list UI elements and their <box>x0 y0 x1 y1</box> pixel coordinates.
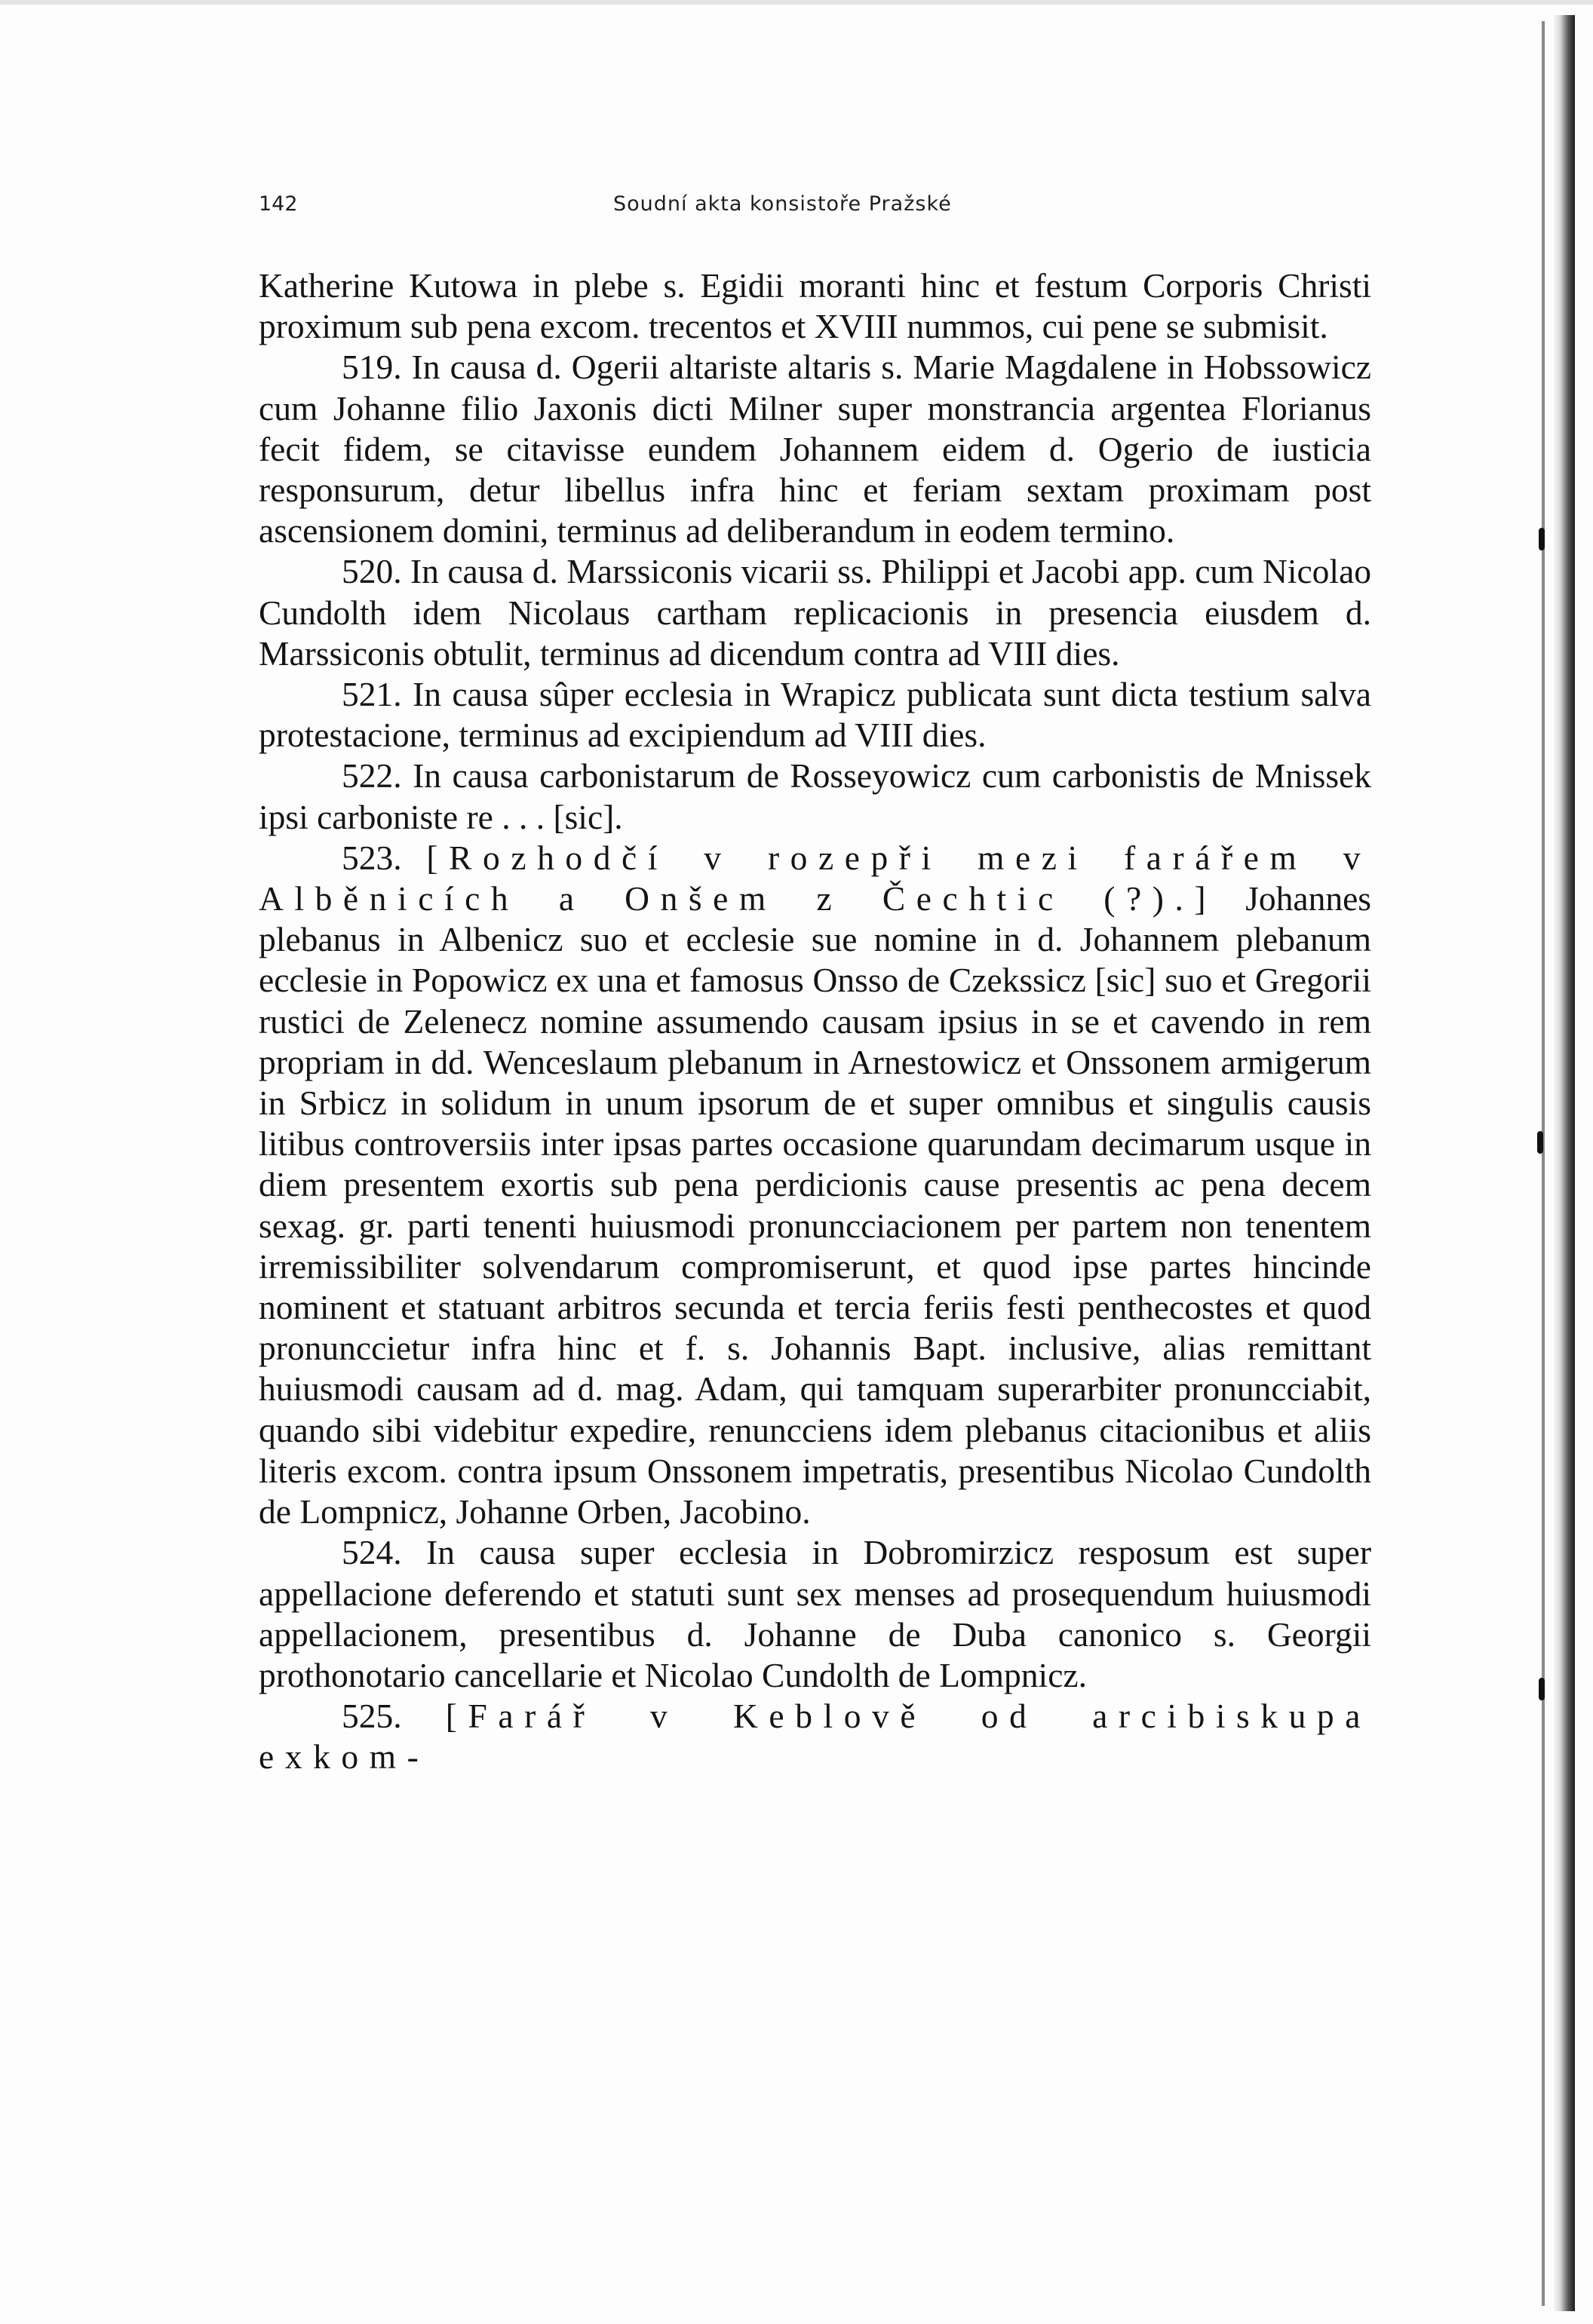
scan-artifact-mark <box>1539 528 1545 550</box>
entry-520 <box>259 551 1371 674</box>
entry-524 <box>259 1532 1371 1696</box>
running-head <box>259 192 1386 222</box>
entry-text: In causa carbonistarum de Rosseyowicz cum carbonistis de Mnissek ipsi carboniste re . . . [sic]. <box>259 756 1371 836</box>
entry-text: In causa d. Marssiconis vicarii ss. Philippi et Jacobi app. cum Nicolao Cundolth idem Nicolaus cartham replicacionis in presencia eiusdem d. Marssiconis obtulit, terminus ad dicendum contra ad VIII dies. <box>259 552 1372 673</box>
entry-text: In causa d. Ogerii altariste altaris s. Marie Magdalene in Hobssowicz cum Johanne filio Jaxonis dicti Milner super monstrancia argentea Florianus fecit fidem, se citavisse eundem Johannem eidem d. Ogerio de iusticia responsurum, detur libellus infra hinc et feriam sextam proximam post ascensionem domini, terminus ad deliberandum in eodem termino. <box>259 348 1371 550</box>
scan-artifact-mark <box>1539 1678 1545 1700</box>
entry-text: In causa super ecclesia in Dobromirzicz resposum est super appellacione deferendo et statuti sunt sex menses ad prosequendum huiusmodi appellacionem, presentibus d. Johanne de Duba canonico s. Georgii prothonotario cancellarie et Nicolao Cundolth de Lompnicz. <box>259 1533 1371 1694</box>
entry-text: Johannes plebanus in Albenicz suo et ecclesie sue nomine in d. Johannem plebanum ecclesie in Popowicz ex una et famosus Onsso de Czekssicz [sic] suo et Gregorii rustici de Zelenecz nomine assumendo causam ipsius in se et cavendo in rem propriam in dd. Wenceslaum plebanum in Arnestowicz et Onssonem armigerum in Srbicz in solidum in unum ipsorum de et super omnibus et singulis causis litibus controversiis inter ipsas partes occasione quarundam decimarum usque in diem presentem exortis sub pena perdicionis cause presentis ac pena decem sexag. gr. parti tenenti huiusmodi pronuncciacionem per partem non tenentem irremissibiliter solvendarum compromiserunt, et quod ipse partes hincinde nominent et statuant arbitros secunda et tercia feriis festi penthecostes et quod pronunccietur infra hinc et f. s. Johannis Bapt. inclusive, alias remittant huiusmodi causam ad d. mag. Adam, qui tamquam superarbiter pronuncciabit, quando sibi videbitur expedire, renuncciens idem plebanus citacionibus et aliis literis excom. contra ipsum Onssonem impetratis, presentibus Nicolao Cundolth de Lompnicz, Johanne Orben, Jacobino. <box>259 879 1371 1531</box>
binding-edge <box>1552 15 1575 2311</box>
entry-text: In causa sûper ecclesia in Wrapicz publicata sunt dicta testium salva protestacione, terminus ad excipiendum ad VIII dies. <box>259 675 1371 755</box>
scan-top-edge <box>0 0 1593 5</box>
entry-number: 524. <box>342 1533 402 1572</box>
entry-523 <box>259 838 1371 1532</box>
entry-522 <box>259 756 1371 837</box>
entry-525 <box>259 1696 1371 1777</box>
binding-shadow-line <box>1542 21 1545 2306</box>
page-number: 142 <box>259 192 298 216</box>
entry-heading: [Farář v Keblově od arcibiskupa exkom- <box>259 1697 1371 1777</box>
entry-number: 521. <box>342 675 402 714</box>
entry-heading: [Rozhodčí v rozepři mezi farářem v Alběnicích a Onšem z Čechtic (?).] <box>259 838 1372 918</box>
entry-number: 519. <box>342 348 402 387</box>
entry-519 <box>259 347 1371 551</box>
entry-521 <box>259 674 1371 756</box>
entry-number: 522. <box>342 756 402 796</box>
running-title: Soudní akta konsistoře Pražské <box>613 192 952 216</box>
entry-number: 520. <box>342 552 402 591</box>
entry-number: 523. <box>342 838 402 877</box>
paragraph-text: Katherine Kutowa in plebe s. Egidii moranti hinc et festum Corporis Christi proximum sub pena excom. trecentos et XVIII nummos, cui pene se submisit. <box>259 266 1371 346</box>
body-text <box>259 265 1371 1778</box>
entry-number: 525. <box>342 1697 402 1736</box>
scan-artifact-mark <box>1537 1131 1543 1154</box>
paragraph-continuation <box>259 265 1371 347</box>
